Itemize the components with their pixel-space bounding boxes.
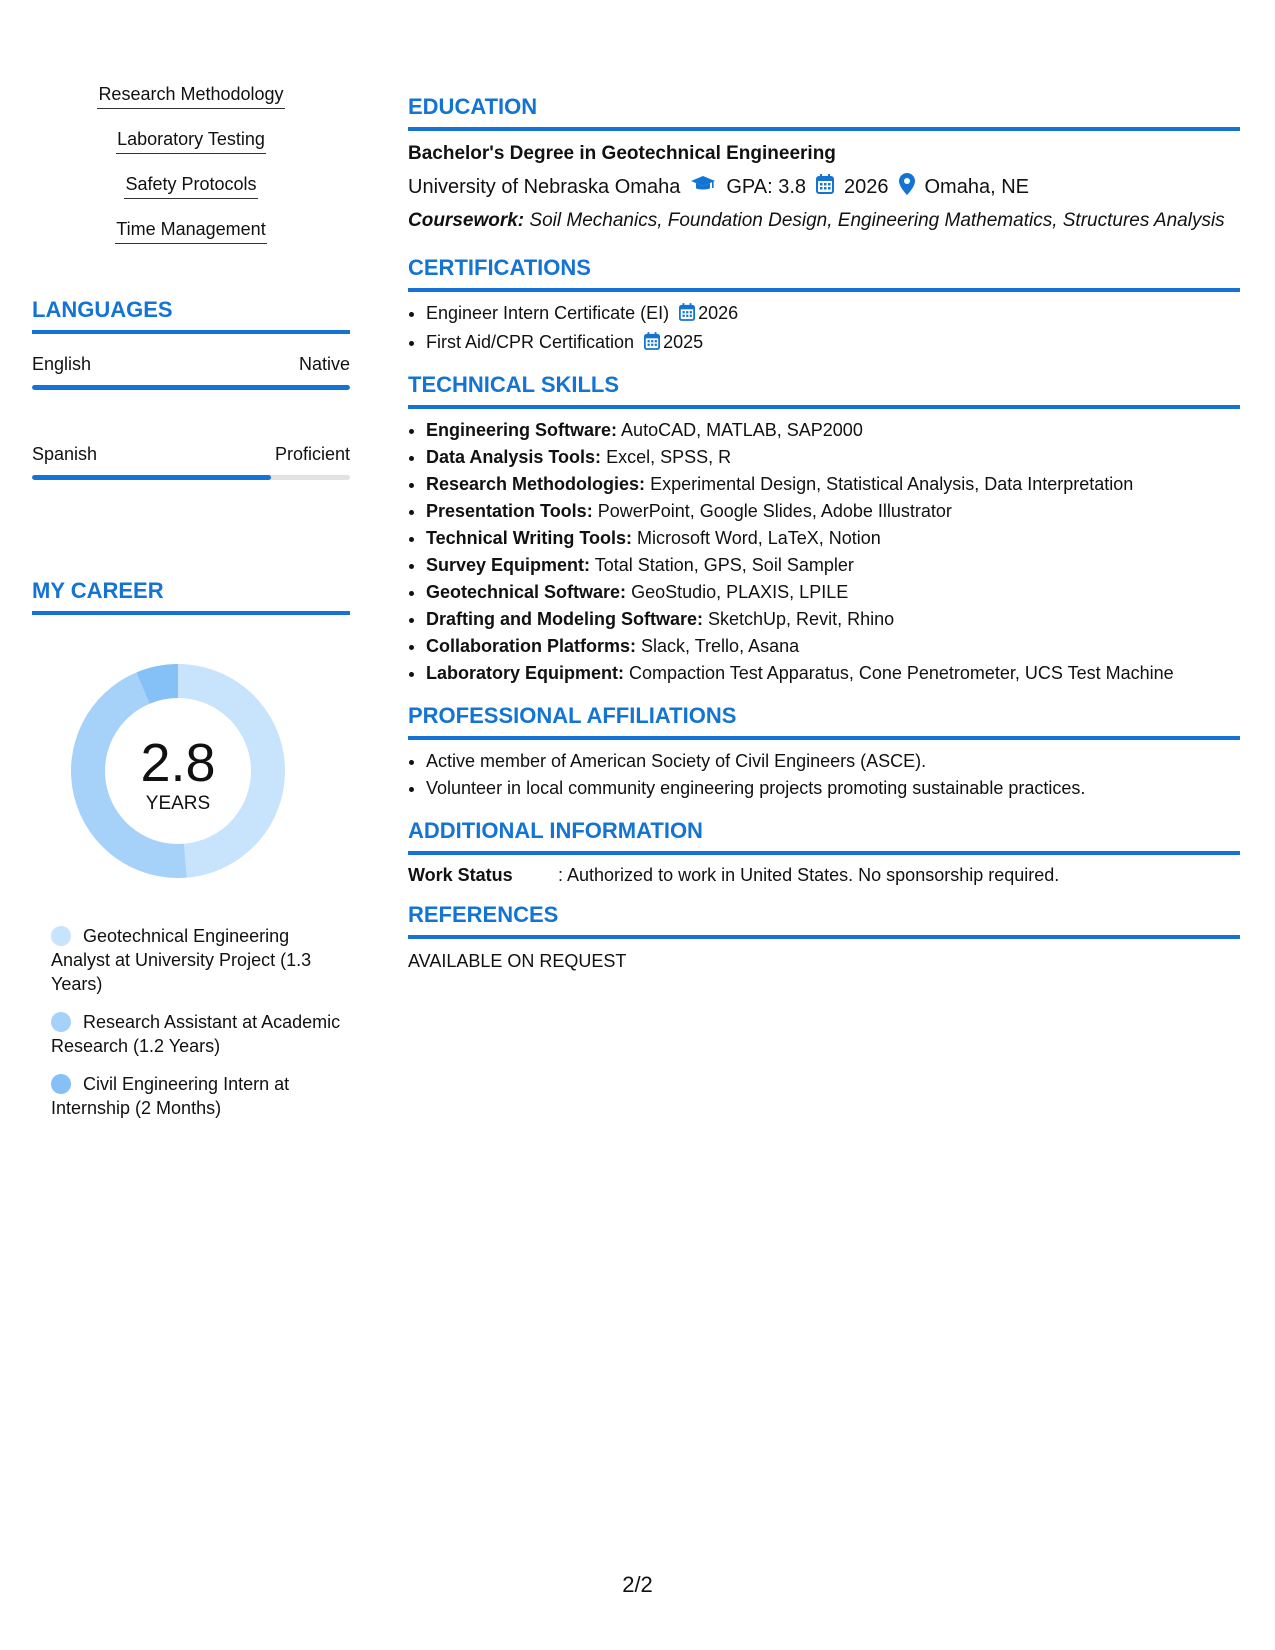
calendar-icon xyxy=(644,331,660,358)
skills-list xyxy=(32,84,350,264)
certification-item: • First Aid/CPR Certification 2025 xyxy=(426,329,1240,358)
language-item xyxy=(32,354,350,424)
career-heading: MY CAREER xyxy=(32,578,350,615)
language-proficiency-fill xyxy=(32,385,350,390)
coursework-list: Soil Mechanics, Foundation Design, Engineering Mathematics, Structures Analysis xyxy=(529,210,1225,231)
language-level: Proficient xyxy=(274,444,350,464)
languages-list xyxy=(32,354,350,514)
certification-item: • Engineer Intern Certificate (EI) 2026 xyxy=(426,300,1240,329)
technical-skill-item: • Research Methodologies: Experimental Design, Statistical Analysis, Data Interpretation xyxy=(426,471,1240,498)
career-donut xyxy=(66,659,290,883)
right-column xyxy=(408,94,1240,972)
degree-title: Bachelor's Degree in Geotechnical Engineering xyxy=(408,143,836,164)
graduation-cap-icon xyxy=(690,175,716,199)
certifications-list xyxy=(408,300,1240,358)
certification-year: 2026 xyxy=(698,303,739,323)
language-item xyxy=(32,444,350,514)
certification-year: 2025 xyxy=(663,332,704,352)
technical-skill-item: • Survey Equipment: Total Station, GPS, Soil Sampler xyxy=(426,552,1240,579)
skill-tag: Research Methodology xyxy=(32,84,350,129)
language-proficiency-bar xyxy=(32,385,350,390)
technical-skills-list xyxy=(408,417,1240,687)
affiliations-list xyxy=(408,748,1240,802)
coursework-label: Coursework: xyxy=(408,210,525,231)
technical-skill-item: • Data Analysis Tools: Excel, SPSS, R xyxy=(426,444,1240,471)
work-status-value: : Authorized to work in United States. No sponsorship required. xyxy=(558,865,1060,885)
left-column xyxy=(32,84,350,1134)
skill-tag: Time Management xyxy=(32,219,350,264)
graduation-year: 2026 xyxy=(844,175,889,198)
technical-skill-item: • Presentation Tools: PowerPoint, Google Slides, Adobe Illustrator xyxy=(426,498,1240,525)
career-total-unit: YEARS xyxy=(145,793,211,814)
skill-tag: Safety Protocols xyxy=(32,174,350,219)
technical-skill-item: • Collaboration Platforms: Slack, Trello, Asana xyxy=(426,633,1240,660)
school-name: University of Nebraska Omaha xyxy=(408,175,681,198)
certifications-heading: CERTIFICATIONS xyxy=(408,255,1240,292)
career-total-value: 2.8 xyxy=(140,733,216,793)
language-name: Spanish xyxy=(32,444,98,464)
technical-skill-item: • Engineering Software: AutoCAD, MATLAB, SAP2000 xyxy=(426,417,1240,444)
work-status-label: Work Status xyxy=(408,865,513,885)
technical-skill-item: • Laboratory Equipment: Compaction Test Apparatus, Cone Penetrometer, UCS Test Machine xyxy=(426,660,1240,687)
calendar-icon xyxy=(816,174,834,200)
technical-skill-item: • Technical Writing Tools: Microsoft Word, LaTeX, Notion xyxy=(426,525,1240,552)
affiliations-heading: PROFESSIONAL AFFILIATIONS xyxy=(408,703,1240,740)
education-location: Omaha, NE xyxy=(924,175,1029,198)
language-name: English xyxy=(32,354,92,374)
education-meta xyxy=(408,173,1240,201)
calendar-icon xyxy=(679,302,695,329)
technical-skill-item: • Geotechnical Software: GeoStudio, PLAXIS, LPILE xyxy=(426,579,1240,606)
work-status-row xyxy=(408,865,1240,886)
career-legend-item: Geotechnical Engineering Analyst at University Project (1.3 Years) xyxy=(51,926,312,994)
language-proficiency-fill xyxy=(32,475,271,480)
languages-heading: LANGUAGES xyxy=(32,297,350,334)
technical-skills-heading: TECHNICAL SKILLS xyxy=(408,372,1240,409)
page-number: 2/2 xyxy=(622,1572,653,1597)
affiliation-item: • Active member of American Society of Civil Engineers (ASCE). xyxy=(426,748,1240,775)
language-level: Native xyxy=(298,354,350,374)
language-proficiency-bar xyxy=(32,475,350,480)
education-heading: EDUCATION xyxy=(408,94,1240,131)
career-legend-item: Civil Engineering Intern at Internship (2 Months) xyxy=(51,1074,290,1118)
legend-dot-icon xyxy=(51,1012,71,1032)
career-legend-item: Research Assistant at Academic Research (1.2 Years) xyxy=(51,1012,341,1056)
skill-tag: Laboratory Testing xyxy=(32,129,350,174)
map-pin-icon xyxy=(899,173,915,201)
career-legend xyxy=(32,924,350,1120)
affiliation-item: • Volunteer in local community engineering projects promoting sustainable practices. xyxy=(426,775,1240,802)
gpa: GPA: 3.8 xyxy=(726,175,806,198)
career-donut-chart xyxy=(32,659,350,888)
additional-info-heading: ADDITIONAL INFORMATION xyxy=(408,818,1240,855)
coursework xyxy=(408,209,1240,233)
references-text: AVAILABLE ON REQUEST xyxy=(408,951,627,971)
legend-dot-icon xyxy=(51,1074,71,1094)
references-heading: REFERENCES xyxy=(408,902,1240,939)
legend-dot-icon xyxy=(51,926,71,946)
technical-skill-item: • Drafting and Modeling Software: SketchUp, Revit, Rhino xyxy=(426,606,1240,633)
